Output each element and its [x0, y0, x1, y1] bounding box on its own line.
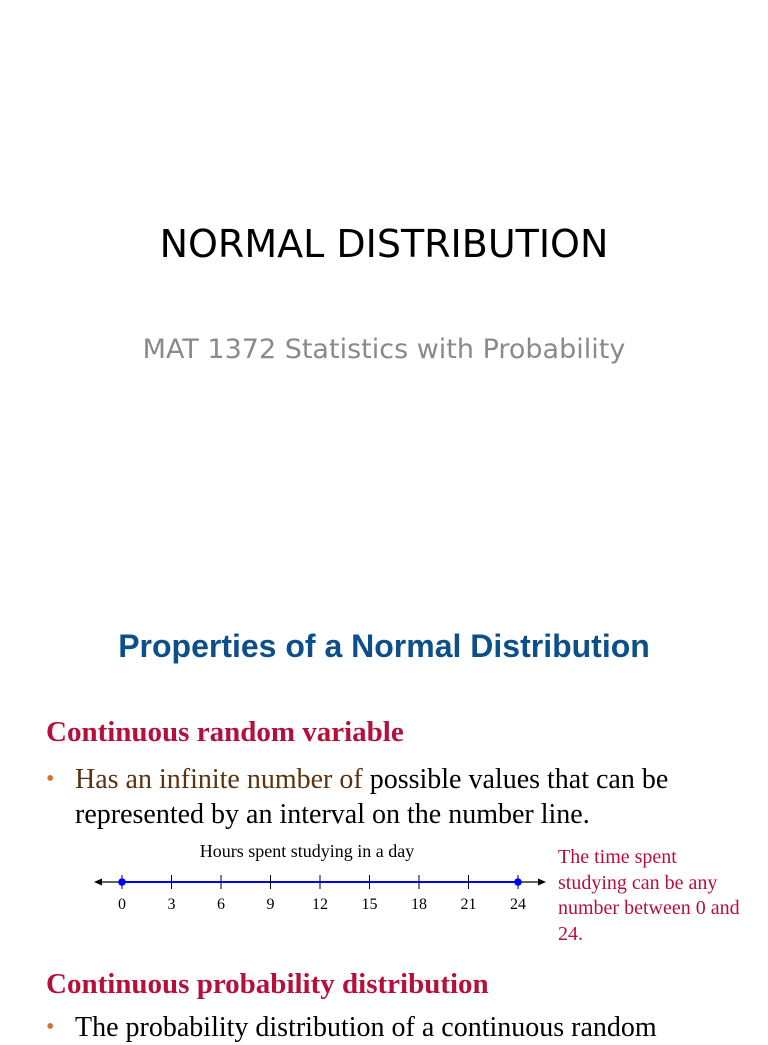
side-note: The time spent studying can be any number between 0 and 24.	[558, 846, 740, 945]
bullet-dot-icon: •	[46, 1014, 55, 1040]
interval-end-point	[514, 878, 522, 886]
left-arrow-icon	[94, 879, 102, 886]
number-line-label: Hours spent studying in a day	[199, 841, 415, 861]
number-line	[90, 865, 550, 915]
tick-label: 24	[510, 896, 526, 913]
tick-label: 18	[411, 896, 427, 913]
tick-label: 15	[361, 896, 378, 913]
bullet-rest-text: possible values that can be represented by an interval on the number line.	[75, 764, 669, 830]
slide-subtitle: MAT 1372 Statistics with Probability	[142, 334, 626, 365]
tick-label-group	[118, 896, 526, 913]
bullet-highlight-text: Has an infinite number of	[75, 764, 363, 795]
tick-label: 21	[460, 896, 477, 913]
bullet-text	[75, 762, 726, 832]
bullet-text-2: The probability distribution of a continuous random	[75, 1012, 657, 1043]
bullet-item	[46, 762, 726, 832]
interval-start-point	[118, 878, 126, 886]
section-heading-continuous-random-variable: Continuous random variable	[46, 716, 404, 748]
slide-title: NORMAL DISTRIBUTION	[159, 222, 609, 266]
section-heading-continuous-probability-distribution: Continuous probability distribution	[46, 968, 489, 1000]
tick-label: 6	[217, 896, 225, 913]
tick-label: 3	[167, 896, 176, 913]
right-arrow-icon	[538, 879, 546, 886]
bullet-item-2	[46, 1010, 746, 1045]
bullet-dot-icon: •	[46, 766, 55, 792]
tick-label: 12	[312, 896, 328, 913]
slide-2-title: Properties of a Normal Distribution	[118, 628, 650, 664]
slide-2	[0, 590, 768, 1043]
tick-label: 9	[266, 896, 275, 913]
tick-label: 0	[118, 896, 126, 913]
